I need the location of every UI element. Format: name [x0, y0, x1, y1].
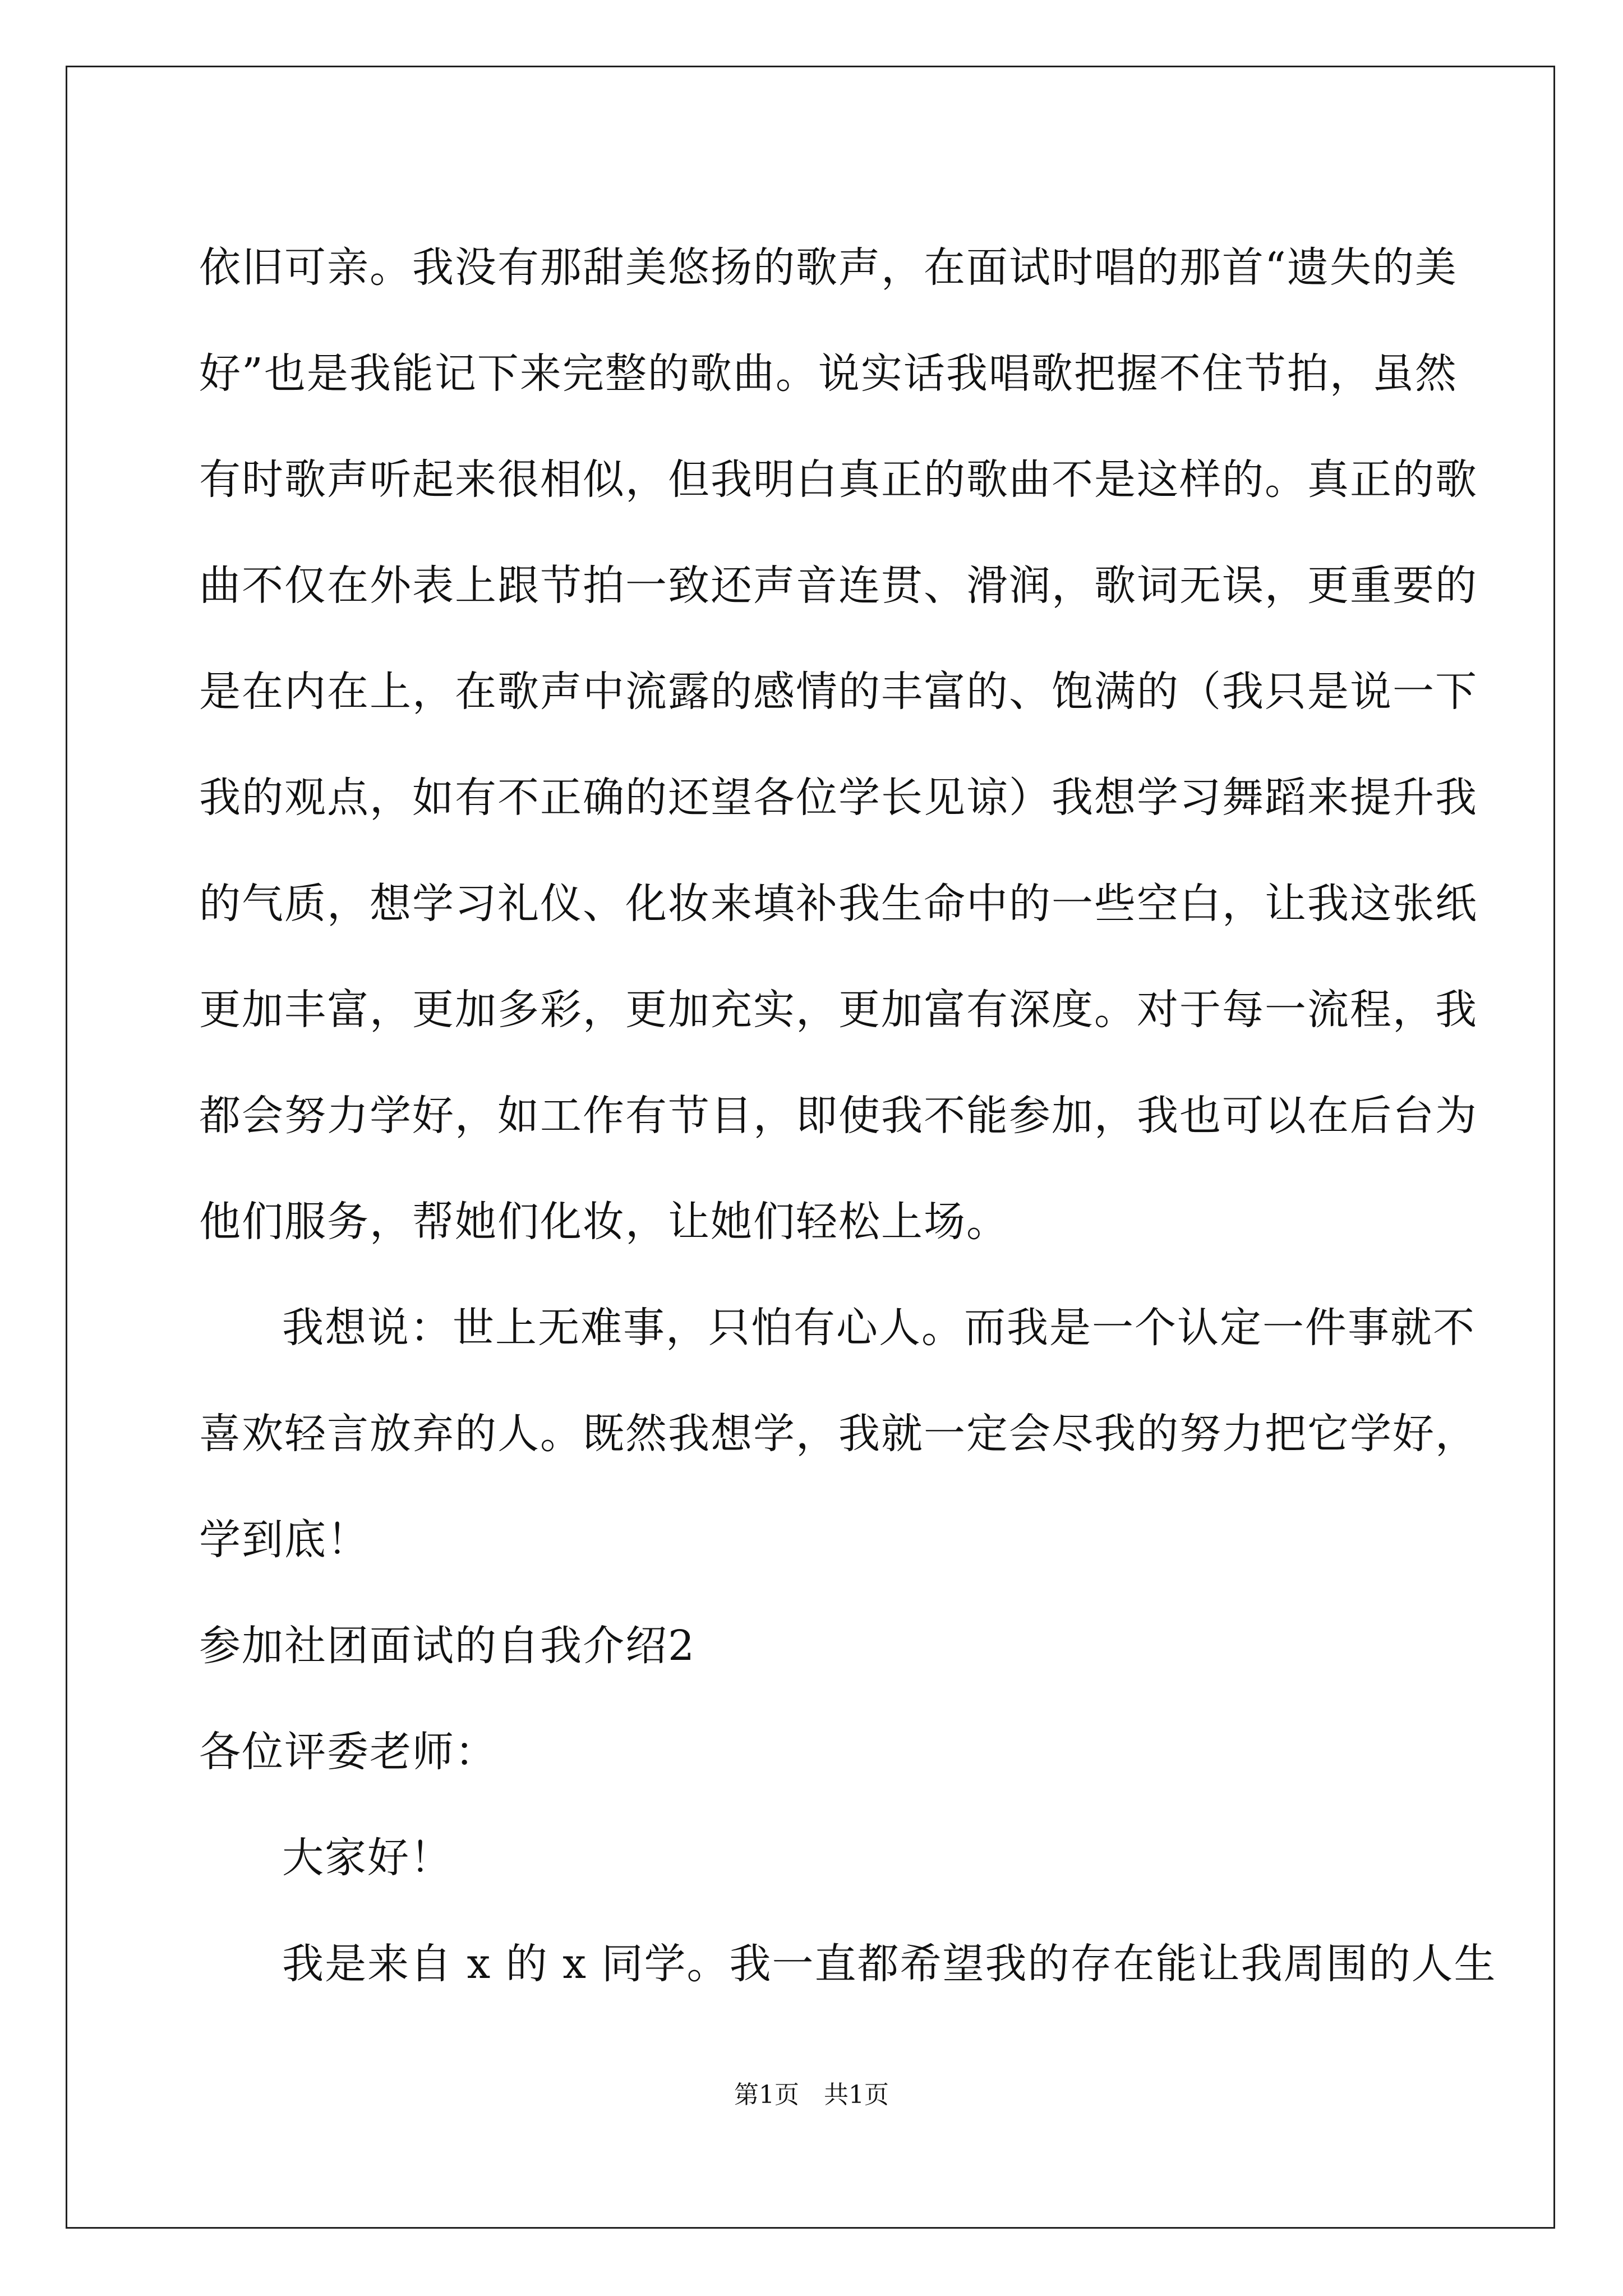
paragraph-line: 有时歌声听起来很相似，但我明白真正的歌曲不是这样的。真正的歌	[199, 455, 1478, 504]
document-body	[199, 215, 1497, 2017]
page-number: 第1页 共1页	[734, 2081, 889, 2109]
paragraph-line: 学到底！	[199, 1516, 370, 1564]
paragraph-line: 更加丰富，更加多彩，更加充实，更加富有深度。对于每一流程，我	[199, 986, 1478, 1034]
paragraph-line: 好”也是我能记下来完整的歌曲。说实话我唱歌把握不住节拍，虽然	[199, 349, 1458, 398]
paragraph-line: 曲不仅在外表上跟节拍一致还声音连贯、滑润，歌词无误，更重要的	[199, 562, 1478, 610]
paragraph-line: 依旧可亲。我没有那甜美悠扬的歌声，在面试时唱的那首“遗失的美	[199, 243, 1458, 292]
paragraph-line: 喜欢轻言放弃的人。既然我想学，我就一定会尽我的努力把它学好，	[199, 1410, 1478, 1458]
salutation: 各位评委老师：	[199, 1728, 497, 1776]
page-footer	[0, 2078, 1623, 2112]
paragraph-line: 是在内在上，在歌声中流露的感情的丰富的、饱满的（我只是说一下	[199, 668, 1478, 716]
paragraph-line: 都会努力学好，如工作有节目，即使我不能参加，我也可以在后台为	[199, 1092, 1478, 1140]
paragraph-line: 我是来自 x 的 x 同学。我一直都希望我的存在能让我周围的人生	[282, 1940, 1497, 1988]
paragraph-line: 我的观点，如有不正确的还望各位学长见谅）我想学习舞蹈来提升我	[199, 774, 1478, 822]
paragraph-line: 的气质，想学习礼仪、化妆来填补我生命中的一些空白，让我这张纸	[199, 880, 1478, 928]
section-title: 参加社团面试的自我介绍2	[199, 1622, 696, 1670]
paragraph-line: 他们服务，帮她们化妆，让她们轻松上场。	[199, 1198, 1009, 1246]
paragraph-line: 我想说：世上无难事，只怕有心人。而我是一个认定一件事就不	[282, 1304, 1476, 1352]
greeting: 大家好！	[282, 1834, 453, 1882]
